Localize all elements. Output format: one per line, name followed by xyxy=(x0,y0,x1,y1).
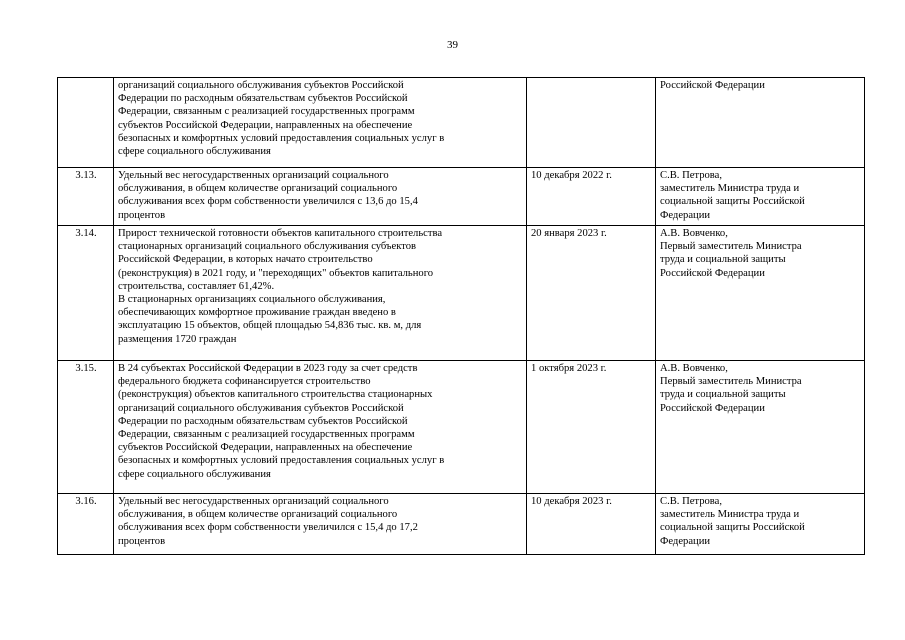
event-description-cell: В 24 субъектах Российской Федерации в 2023 году за счет средств федерального бюджета софинансируется строительство (реконструкция) объектов капитального строительства стационарных организаций социального обслуживания субъектов Российской Федерации по расходным обязательствам субъектов Российской Федерации, связанным с реализацией государственных программ субъектов Российской Федерации, направленных на обеспечение безопасных и комфортных условий предоставления социальных услуг в сфере социального обслуживания xyxy=(114,361,527,494)
deadline-cell xyxy=(527,78,656,168)
control-events-table xyxy=(57,77,865,555)
page-number: 39 xyxy=(447,39,458,51)
row-number-cell: 3.15. xyxy=(58,361,114,494)
deadline-cell: 10 декабря 2022 г. xyxy=(527,168,656,226)
table-row xyxy=(58,494,865,555)
table-row xyxy=(58,361,865,494)
responsible-cell: А.В. Вовченко, Первый заместитель Министра труда и социальной защиты Российской Федерации xyxy=(656,226,865,361)
table-row xyxy=(58,78,865,168)
event-description-cell: Прирост технической готовности объектов капитального строительства стационарных организаций социального обслуживания субъектов Российской Федерации, в которых начато строительство (реконструкция) в 2021 году, и "переходящих" объектов капитального строительства, составляет 61,42%. В стационарных организациях социального обслуживания, обеспечивающих комфортное проживание граждан введено в эксплуатацию 15 объектов, общей площадью 54,836 тыс. кв. м, для размещения 1720 граждан xyxy=(114,226,527,361)
responsible-cell: Российской Федерации xyxy=(656,78,865,168)
table-row xyxy=(58,168,865,226)
deadline-cell: 1 октября 2023 г. xyxy=(527,361,656,494)
deadline-cell: 20 января 2023 г. xyxy=(527,226,656,361)
responsible-cell: С.В. Петрова, заместитель Министра труда и социальной защиты Российской Федерации xyxy=(656,168,865,226)
event-description-cell: Удельный вес негосударственных организаций социального обслуживания, в общем количестве организаций социального обслуживания всех форм собственности увеличился с 15,4 до 17,2 процентов xyxy=(114,494,527,555)
row-number-cell: 3.13. xyxy=(58,168,114,226)
event-description-cell: Удельный вес негосударственных организаций социального обслуживания, в общем количестве организаций социального обслуживания всех форм собственности увеличился с 13,6 до 15,4 процентов xyxy=(114,168,527,226)
row-number-cell xyxy=(58,78,114,168)
responsible-cell: А.В. Вовченко, Первый заместитель Министра труда и социальной защиты Российской Федерации xyxy=(656,361,865,494)
deadline-cell: 10 декабря 2023 г. xyxy=(527,494,656,555)
event-description-cell: организаций социального обслуживания субъектов Российской Федерации по расходным обязательствам субъектов Российской Федерации, связанным с реализацией государственных программ субъектов Российской Федерации, направленных на обеспечение безопасных и комфортных условий предоставления социальных услуг в сфере социального обслуживания xyxy=(114,78,527,168)
row-number-cell: 3.14. xyxy=(58,226,114,361)
table-row xyxy=(58,226,865,361)
row-number-cell: 3.16. xyxy=(58,494,114,555)
responsible-cell: С.В. Петрова, заместитель Министра труда и социальной защиты Российской Федерации xyxy=(656,494,865,555)
